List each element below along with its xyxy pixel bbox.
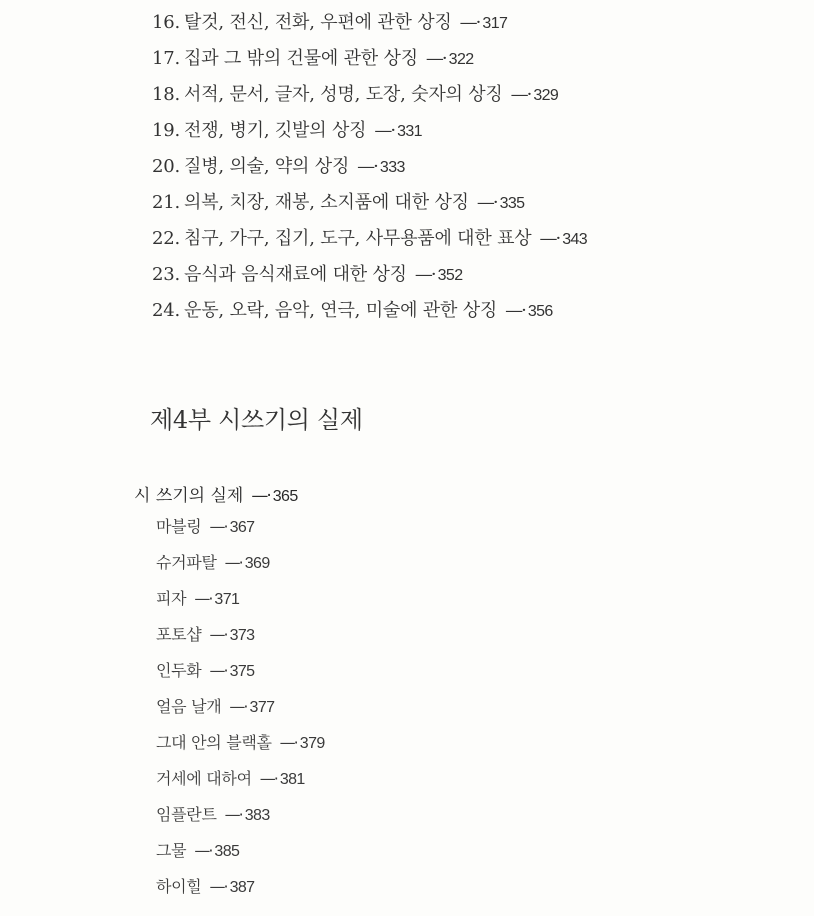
entry-title: 침구, 가구, 집기, 도구, 사무용품에 대한 표상: [184, 228, 532, 249]
poem-entry: [156, 555, 270, 572]
poem-page: 383: [244, 807, 270, 824]
poem-entry: [156, 627, 254, 644]
chapter-title: 시 쓰기의 실제: [134, 486, 244, 506]
poem-page: 377: [249, 699, 275, 716]
poem-title: 피자: [156, 589, 187, 608]
leader-dots: —·: [209, 661, 227, 680]
poem-title: 포토샵: [156, 625, 202, 644]
leader-dots: —·: [414, 264, 435, 285]
leader-dots: —·: [209, 625, 227, 644]
entry-title: 의복, 치장, 재봉, 소지품에 대한 상징: [184, 192, 469, 213]
poem-entry: [156, 663, 254, 680]
leader-dots: —·: [374, 120, 395, 141]
poem-title: 얼음 날개: [156, 697, 222, 716]
poem-page: 371: [214, 591, 240, 608]
entry-page: 317: [482, 15, 508, 32]
poem-title: 하이힐: [156, 877, 202, 896]
poem-page: 375: [229, 663, 255, 680]
leader-dots: —·: [510, 84, 531, 105]
poem-title: 마블링: [156, 517, 202, 536]
entry-title: 운동, 오락, 음악, 연극, 미술에 관한 상징: [184, 300, 498, 321]
entry-title: 서적, 문서, 글자, 성명, 도장, 숫자의 상징: [184, 84, 503, 105]
poem-entry: [156, 879, 254, 896]
toc-entry-23: [152, 266, 463, 284]
leader-dots: —·: [194, 589, 212, 608]
entry-title: 탈것, 전신, 전화, 우편에 관한 상징: [184, 12, 452, 33]
entry-page: 356: [527, 303, 553, 320]
poem-page: 367: [229, 519, 255, 536]
poem-title: 인두화: [156, 661, 202, 680]
entry-number: 18.: [152, 84, 181, 105]
entry-title: 질병, 의술, 약의 상징: [184, 156, 350, 177]
leader-dots: —·: [194, 841, 212, 860]
poem-entry: [156, 591, 239, 608]
poem-page: 379: [299, 735, 325, 752]
poem-page: 369: [244, 555, 270, 572]
leader-dots: —·: [224, 553, 242, 572]
poem-page: 381: [279, 771, 305, 788]
toc-entry-20: [152, 158, 405, 176]
entry-number: 21.: [152, 192, 181, 213]
poem-title: 그물: [156, 841, 187, 860]
poem-entry: [156, 519, 254, 536]
leader-dots: —·: [505, 300, 525, 321]
leader-dots: —·: [425, 48, 446, 69]
entry-number: 17.: [152, 48, 181, 69]
poem-entry: [156, 699, 274, 716]
poem-page: 387: [229, 879, 255, 896]
poem-entry: [156, 735, 325, 752]
leader-dots: —·: [251, 486, 270, 506]
poem-title: 슈거파탈: [156, 553, 217, 572]
entry-page: 335: [499, 195, 525, 212]
toc-entry-24: [152, 302, 553, 320]
poem-title: 임플란트: [156, 805, 217, 824]
entry-number: 20.: [152, 156, 181, 177]
leader-dots: —·: [224, 805, 242, 824]
part-title: 제4부 시쓰기의 실제: [150, 406, 363, 434]
entry-number: 19.: [152, 120, 181, 141]
entry-title: 음식과 음식재료에 대한 상징: [184, 264, 407, 285]
entry-title: 전쟁, 병기, 깃발의 상징: [184, 120, 367, 141]
leader-dots: —·: [279, 733, 297, 752]
entry-page: 329: [533, 87, 559, 104]
leader-dots: —·: [357, 156, 377, 177]
toc-entry-17: [152, 50, 474, 68]
leader-dots: —·: [209, 517, 227, 536]
toc-entry-22: [152, 230, 587, 248]
toc-entry-16: [152, 14, 507, 32]
entry-page: 322: [448, 51, 474, 68]
entry-page: 352: [437, 267, 463, 284]
entry-number: 16.: [152, 12, 181, 33]
poem-title: 그대 안의 블랙홀: [156, 733, 272, 752]
entry-page: 333: [379, 159, 405, 176]
entry-number: 22.: [152, 228, 181, 249]
entry-number: 24.: [152, 300, 181, 321]
entry-number: 23.: [152, 264, 181, 285]
leader-dots: —·: [476, 192, 497, 213]
entry-page: 343: [562, 231, 588, 248]
leader-dots: —·: [459, 12, 480, 33]
poem-entry: [156, 771, 305, 788]
chapter-entry: [134, 481, 298, 506]
chapter-page: 365: [272, 488, 298, 505]
leader-dots: —·: [229, 697, 247, 716]
entry-title: 집과 그 밖의 건물에 관한 상징: [184, 48, 418, 69]
toc-entry-21: [152, 194, 524, 212]
toc-entry-18: [152, 86, 558, 104]
leader-dots: —·: [259, 769, 277, 788]
leader-dots: —·: [209, 877, 227, 896]
poem-page: 385: [214, 843, 240, 860]
poem-page: 373: [229, 627, 255, 644]
poem-title: 거세에 대하여: [156, 769, 252, 788]
leader-dots: —·: [539, 228, 560, 249]
toc-entry-19: [152, 122, 422, 140]
entry-page: 331: [397, 123, 422, 140]
poem-entry: [156, 807, 270, 824]
poem-entry: [156, 843, 239, 860]
